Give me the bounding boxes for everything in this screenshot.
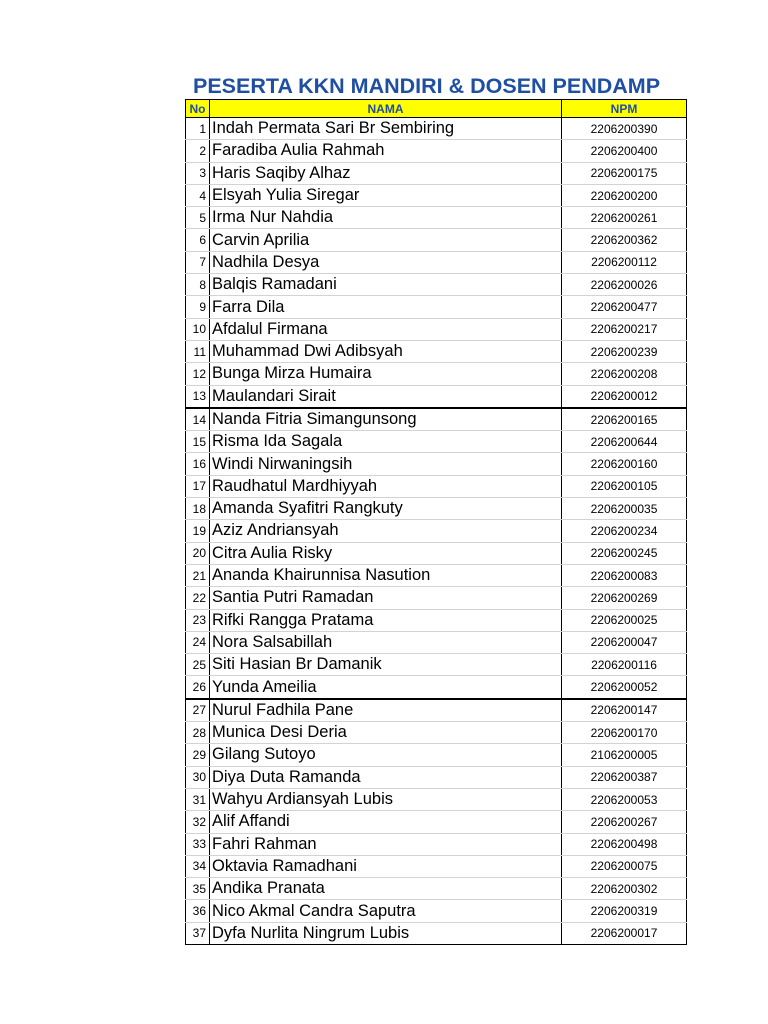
header-row	[186, 100, 687, 118]
table-row	[186, 520, 687, 542]
row-number: 11	[186, 340, 210, 362]
table-row	[186, 922, 687, 944]
table-row	[186, 296, 687, 318]
row-number: 36	[186, 900, 210, 922]
row-number: 34	[186, 855, 210, 877]
table-row	[186, 699, 687, 722]
student-name: Farra Dila	[210, 296, 562, 318]
table-row	[186, 542, 687, 564]
student-npm: 2206200234	[562, 520, 687, 542]
row-number: 4	[186, 184, 210, 206]
table-row	[186, 587, 687, 609]
table-row	[186, 722, 687, 744]
row-number: 22	[186, 587, 210, 609]
student-name: Dyfa Nurlita Ningrum Lubis	[210, 922, 562, 944]
student-name: Nanda Fitria Simangunsong	[210, 408, 562, 431]
table-row	[186, 811, 687, 833]
student-npm: 2206200477	[562, 296, 687, 318]
student-name: Nadhila Desya	[210, 251, 562, 273]
row-number: 19	[186, 520, 210, 542]
student-npm: 2206200147	[562, 699, 687, 722]
table-row	[186, 788, 687, 810]
table-row	[186, 453, 687, 475]
student-name: Rifki Rangga Pratama	[210, 609, 562, 631]
table-row	[186, 855, 687, 877]
row-number: 29	[186, 744, 210, 766]
column-header-nama: NAMA	[210, 100, 562, 118]
table-row	[186, 833, 687, 855]
student-name: Gilang Sutoyo	[210, 744, 562, 766]
column-header-no: No	[186, 100, 210, 118]
student-name: Andika Pranata	[210, 878, 562, 900]
table-row	[186, 162, 687, 184]
student-npm: 2206200017	[562, 922, 687, 944]
student-npm: 2206200200	[562, 184, 687, 206]
student-npm: 2206200267	[562, 811, 687, 833]
student-name: Yunda Ameilia	[210, 676, 562, 699]
student-name: Santia Putri Ramadan	[210, 587, 562, 609]
student-name: Citra Aulia Risky	[210, 542, 562, 564]
table-row	[186, 654, 687, 676]
row-number: 33	[186, 833, 210, 855]
student-npm: 2206200083	[562, 564, 687, 586]
table-row	[186, 631, 687, 653]
student-name: Risma Ida Sagala	[210, 431, 562, 453]
table-row	[186, 385, 687, 408]
student-name: Munica Desi Deria	[210, 722, 562, 744]
student-npm: 2206200160	[562, 453, 687, 475]
student-name: Siti Hasian Br Damanik	[210, 654, 562, 676]
row-number: 20	[186, 542, 210, 564]
table-row	[186, 340, 687, 362]
student-npm: 2206200026	[562, 274, 687, 296]
table-row	[186, 676, 687, 699]
student-npm: 2206200175	[562, 162, 687, 184]
student-name: Wahyu Ardiansyah Lubis	[210, 788, 562, 810]
row-number: 3	[186, 162, 210, 184]
table-row	[186, 140, 687, 162]
student-npm: 2106200005	[562, 744, 687, 766]
student-npm: 2206200239	[562, 340, 687, 362]
student-name: Nora Salsabillah	[210, 631, 562, 653]
student-name: Afdalul Firmana	[210, 318, 562, 340]
table-row	[186, 564, 687, 586]
student-npm: 2206200025	[562, 609, 687, 631]
table-header	[186, 100, 687, 118]
student-npm: 2206200319	[562, 900, 687, 922]
table-row	[186, 363, 687, 385]
row-number: 23	[186, 609, 210, 631]
row-number: 7	[186, 251, 210, 273]
student-npm: 2206200012	[562, 385, 687, 408]
table-row	[186, 744, 687, 766]
row-number: 16	[186, 453, 210, 475]
student-npm: 2206200400	[562, 140, 687, 162]
table-row	[186, 184, 687, 206]
table-row	[186, 251, 687, 273]
student-name: Bunga Mirza Humaira	[210, 363, 562, 385]
table-row	[186, 408, 687, 431]
row-number: 31	[186, 788, 210, 810]
student-name: Raudhatul Mardhiyyah	[210, 475, 562, 497]
student-npm: 2206200302	[562, 878, 687, 900]
student-npm: 2206200112	[562, 251, 687, 273]
table-row	[186, 274, 687, 296]
row-number: 1	[186, 118, 210, 140]
student-npm: 2206200047	[562, 631, 687, 653]
table-row	[186, 431, 687, 453]
student-name: Irma Nur Nahdia	[210, 207, 562, 229]
document-title: PESERTA KKN MANDIRI & DOSEN PENDAMP	[193, 74, 661, 98]
student-npm: 2206200217	[562, 318, 687, 340]
student-name: Muhammad Dwi Adibsyah	[210, 340, 562, 362]
table-row	[186, 318, 687, 340]
row-number: 18	[186, 498, 210, 520]
student-name: Windi Nirwaningsih	[210, 453, 562, 475]
row-number: 14	[186, 408, 210, 431]
row-number: 35	[186, 878, 210, 900]
table-row	[186, 766, 687, 788]
row-number: 25	[186, 654, 210, 676]
student-npm: 2206200269	[562, 587, 687, 609]
student-name: Nico Akmal Candra Saputra	[210, 900, 562, 922]
row-number: 2	[186, 140, 210, 162]
student-name: Oktavia Ramadhani	[210, 855, 562, 877]
row-number: 6	[186, 229, 210, 251]
student-name: Aziz Andriansyah	[210, 520, 562, 542]
student-npm: 2206200075	[562, 855, 687, 877]
row-number: 28	[186, 722, 210, 744]
table-row	[186, 475, 687, 497]
row-number: 5	[186, 207, 210, 229]
student-name: Diya Duta Ramanda	[210, 766, 562, 788]
student-name: Faradiba Aulia Rahmah	[210, 140, 562, 162]
table-row	[186, 609, 687, 631]
student-name: Balqis Ramadani	[210, 274, 562, 296]
student-name: Fahri Rahman	[210, 833, 562, 855]
table-row	[186, 498, 687, 520]
student-npm: 2206200498	[562, 833, 687, 855]
student-name: Alif Affandi	[210, 811, 562, 833]
student-name: Ananda Khairunnisa Nasution	[210, 564, 562, 586]
student-npm: 2206200261	[562, 207, 687, 229]
row-number: 15	[186, 431, 210, 453]
student-npm: 2206200644	[562, 431, 687, 453]
table-body	[186, 118, 687, 945]
row-number: 13	[186, 385, 210, 408]
student-npm: 2206200053	[562, 788, 687, 810]
row-number: 9	[186, 296, 210, 318]
table-row	[186, 207, 687, 229]
student-npm: 2206200362	[562, 229, 687, 251]
table-row	[186, 900, 687, 922]
student-npm: 2206200245	[562, 542, 687, 564]
participant-table	[185, 99, 687, 945]
table-row	[186, 229, 687, 251]
student-name: Maulandari Sirait	[210, 385, 562, 408]
row-number: 37	[186, 922, 210, 944]
row-number: 10	[186, 318, 210, 340]
table-row	[186, 118, 687, 140]
student-npm: 2206200387	[562, 766, 687, 788]
student-npm: 2206200052	[562, 676, 687, 699]
row-number: 27	[186, 699, 210, 722]
student-name: Amanda Syafitri Rangkuty	[210, 498, 562, 520]
row-number: 24	[186, 631, 210, 653]
student-name: Carvin Aprilia	[210, 229, 562, 251]
row-number: 8	[186, 274, 210, 296]
student-name: Nurul Fadhila Pane	[210, 699, 562, 722]
student-npm: 2206200390	[562, 118, 687, 140]
row-number: 30	[186, 766, 210, 788]
table-row	[186, 878, 687, 900]
student-name: Indah Permata Sari Br Sembiring	[210, 118, 562, 140]
column-header-npm: NPM	[562, 100, 687, 118]
student-npm: 2206200208	[562, 363, 687, 385]
student-npm: 2206200035	[562, 498, 687, 520]
student-npm: 2206200105	[562, 475, 687, 497]
row-number: 26	[186, 676, 210, 699]
student-name: Haris Saqiby Alhaz	[210, 162, 562, 184]
student-npm: 2206200165	[562, 408, 687, 431]
row-number: 21	[186, 564, 210, 586]
student-npm: 2206200170	[562, 722, 687, 744]
row-number: 17	[186, 475, 210, 497]
row-number: 12	[186, 363, 210, 385]
student-npm: 2206200116	[562, 654, 687, 676]
row-number: 32	[186, 811, 210, 833]
student-name: Elsyah Yulia Siregar	[210, 184, 562, 206]
